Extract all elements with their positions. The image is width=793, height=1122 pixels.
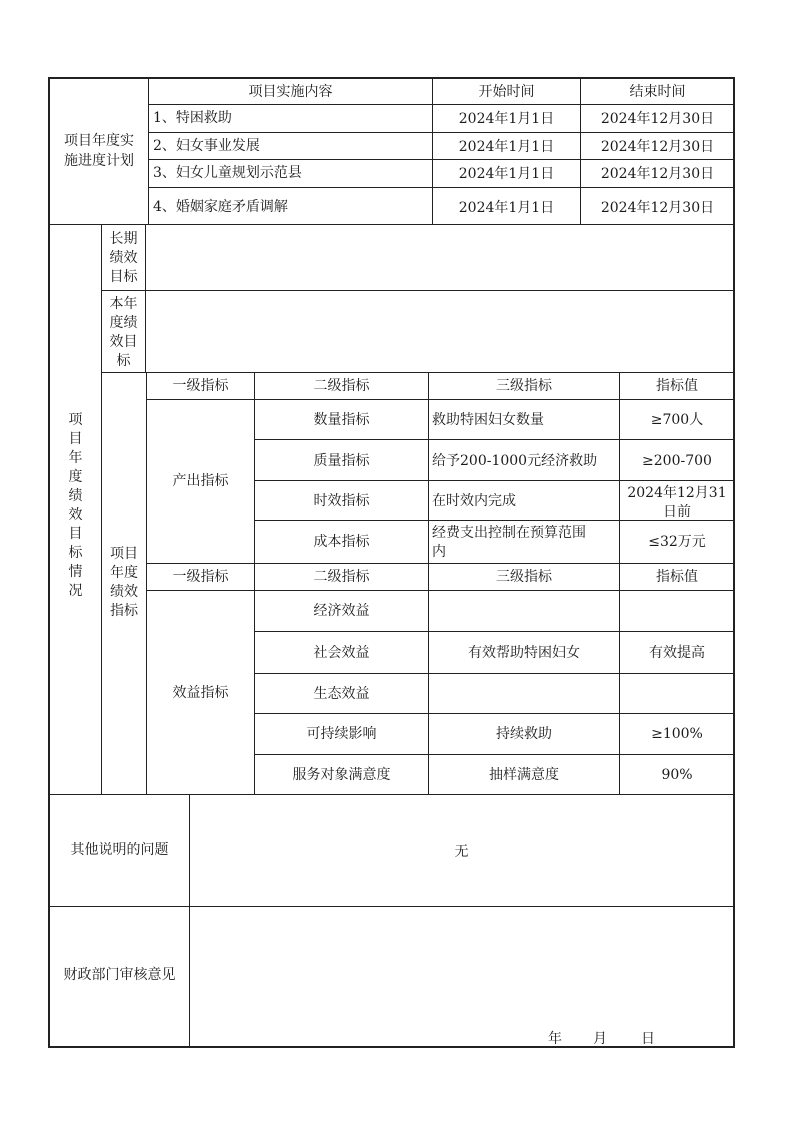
divider [255,439,734,440]
plan-row-content: 3、妇女儿童规划示范县 [153,165,302,181]
plan-row-start: 2024年1月1日 [458,166,555,182]
output-level3-line2: 内 [432,544,446,560]
benefit-level2: 生态效益 [313,686,370,702]
output-level2: 数量指标 [313,412,370,428]
divider [149,104,734,105]
perf-label-char: 目 [68,526,83,542]
plan-row-start: 2024年1月1日 [458,139,555,155]
plan-row-end: 2024年12月30日 [600,200,715,216]
perf-label-char: 绩 [68,488,83,504]
output-value: ≤32万元 [648,534,706,550]
perf-label-char: 目 [68,431,83,447]
annual-goal-label: 度绩 [109,315,138,331]
date-year-label: 年 [548,1031,562,1047]
annual-goal-label: 效目 [109,334,138,350]
divider [49,794,734,795]
header-value: 指标值 [656,378,698,394]
output-value-line1: 2024年12月31 [627,485,727,501]
divider [147,399,734,400]
annual-goal-label: 标 [116,353,131,369]
benefit-value: 90% [661,767,693,783]
benefit-level3: 有效帮助特困妇女 [468,645,580,661]
header-level1: 一级指标 [172,378,229,394]
output-level2: 质量指标 [313,453,370,469]
divider [147,590,734,591]
divider [145,225,146,372]
divider [189,795,190,1046]
perf-label-char: 年 [68,450,83,466]
divider [255,631,734,632]
perf-label-char: 效 [68,507,83,523]
benefit-level2: 可持续影响 [306,726,377,742]
divider [102,290,734,291]
indicator-label: 绩效 [110,584,138,600]
plan-row-content: 4、婚姻家庭矛盾调解 [153,199,288,215]
divider [255,480,734,481]
other-issues-value: 无 [454,844,469,860]
header-value: 指标值 [656,569,698,585]
long-term-label: 目标 [109,269,138,285]
annual-goal-label: 本年 [109,296,138,312]
output-level2: 成本指标 [313,534,370,550]
plan-row-content: 2、妇女事业发展 [153,138,260,154]
header-level3: 三级指标 [496,378,552,394]
plan-row-start: 2024年1月1日 [458,200,555,216]
output-value: ≥200-700 [642,453,712,469]
plan-row-start: 2024年1月1日 [458,111,555,127]
header-level3: 三级指标 [496,569,552,585]
header-level2: 二级指标 [313,569,370,585]
divider [102,372,734,373]
divider [255,673,734,674]
benefit-level3: 持续救助 [496,726,552,742]
finance-review-label: 财政部门审核意见 [63,967,176,983]
indicator-label: 项目 [110,546,138,562]
table-border-bottom [48,1046,735,1048]
output-value-line2: 日前 [663,504,691,520]
other-issues-label: 其他说明的问题 [70,842,169,858]
header-start: 开始时间 [478,84,535,100]
perf-label-char: 况 [68,583,83,599]
divider [255,713,734,714]
plan-label-line2: 施进度计划 [64,153,134,169]
benefit-level3: 抽样满意度 [489,767,559,783]
divider [49,906,734,907]
plan-row-content: 1、特困救助 [153,110,232,126]
benefit-level2: 社会效益 [313,645,370,661]
divider [149,132,734,133]
plan-row-end: 2024年12月30日 [600,139,715,155]
plan-label-line1: 项目年度实 [64,133,134,149]
perf-label-char: 项 [68,412,83,428]
indicator-label: 指标 [110,603,138,619]
header-end: 结束时间 [629,84,686,100]
plan-row-end: 2024年12月30日 [600,111,715,127]
indicator-label: 年度 [110,565,138,581]
date-month-label: 月 [593,1031,607,1047]
benefit-level2: 经济效益 [313,603,370,619]
output-indicator-label: 产出指标 [172,473,229,489]
perf-label-char: 度 [68,469,83,485]
output-level3: 在时效内完成 [432,493,516,509]
perf-label-char: 情 [68,564,83,580]
header-level2: 二级指标 [313,378,370,394]
benefit-indicator-label: 效益指标 [172,685,229,701]
header-content: 项目实施内容 [248,84,333,100]
benefit-level2: 服务对象满意度 [292,767,391,783]
header-level1: 一级指标 [172,569,229,585]
perf-label-char: 标 [68,545,83,561]
benefit-value: 有效提高 [649,645,705,661]
benefit-value: ≥100% [651,726,703,742]
divider [147,563,734,564]
table-border-top [48,77,735,79]
plan-row-end: 2024年12月30日 [600,166,715,182]
divider [149,159,734,160]
divider [149,187,734,188]
output-level3: 给予200-1000元经济救助 [432,453,598,469]
output-level3-line1: 经费支出控制在预算范围 [432,525,586,541]
date-day-label: 日 [641,1031,655,1047]
output-value: ≥700人 [650,412,704,428]
divider [49,224,734,225]
output-level2: 时效指标 [313,493,370,509]
divider [255,754,734,755]
output-level3: 救助特困妇女数量 [432,412,544,428]
long-term-label: 长期 [109,231,138,247]
long-term-label: 绩效 [109,250,138,266]
